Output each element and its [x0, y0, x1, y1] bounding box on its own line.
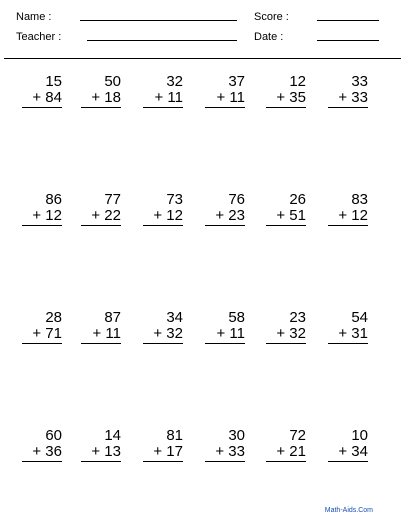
- addend-top: 83: [351, 191, 368, 208]
- addend-bottom: + 71: [22, 326, 62, 344]
- addend-bottom: + 35: [266, 90, 306, 108]
- addition-problem: [81, 74, 121, 108]
- addition-problem: [205, 192, 245, 226]
- addition-problem: [143, 428, 183, 462]
- addend-bottom: + 32: [143, 326, 183, 344]
- brand-footer: Math-Aids.Com: [324, 507, 373, 514]
- addend-bottom: + 18: [81, 90, 121, 108]
- addend-bottom: + 84: [22, 90, 62, 108]
- addend-top: 10: [351, 427, 368, 444]
- score-label: Score :: [254, 11, 289, 23]
- addition-problem: [143, 310, 183, 344]
- addend-top: 14: [104, 427, 121, 444]
- addend-top: 76: [228, 191, 245, 208]
- addend-top: 81: [166, 427, 183, 444]
- addend-bottom: + 11: [143, 90, 183, 108]
- addend-top: 50: [104, 73, 121, 90]
- addition-problem: [205, 428, 245, 462]
- addend-top: 26: [289, 191, 306, 208]
- addend-top: 72: [289, 427, 306, 444]
- addition-problem: [205, 74, 245, 108]
- addition-problem: [328, 310, 368, 344]
- addition-problem: [81, 310, 121, 344]
- addend-top: 60: [45, 427, 62, 444]
- addition-problem: [266, 74, 306, 108]
- date-label: Date :: [254, 31, 284, 43]
- addition-problem: [22, 310, 62, 344]
- addend-bottom: + 12: [143, 208, 183, 226]
- addend-top: 58: [228, 309, 245, 326]
- addend-top: 23: [289, 309, 306, 326]
- addition-problem: [266, 192, 306, 226]
- addition-problem: [328, 192, 368, 226]
- addend-top: 87: [104, 309, 121, 326]
- addition-problem: [22, 192, 62, 226]
- addend-bottom: + 33: [205, 444, 245, 462]
- addend-bottom: + 31: [328, 326, 368, 344]
- addend-bottom: + 11: [205, 90, 245, 108]
- addend-top: 12: [289, 73, 306, 90]
- addition-problem: [266, 310, 306, 344]
- name-label: Name :: [16, 11, 52, 23]
- addend-bottom: + 12: [22, 208, 62, 226]
- addition-problem: [22, 428, 62, 462]
- addend-bottom: + 13: [81, 444, 121, 462]
- addend-top: 32: [166, 73, 183, 90]
- addition-problem: [205, 310, 245, 344]
- addend-top: 86: [45, 191, 62, 208]
- addend-top: 33: [351, 73, 368, 90]
- addend-bottom: + 11: [81, 326, 121, 344]
- addend-top: 15: [45, 73, 62, 90]
- addition-problem: [143, 192, 183, 226]
- addend-bottom: + 22: [81, 208, 121, 226]
- addition-problem: [81, 192, 121, 226]
- addend-bottom: + 51: [266, 208, 306, 226]
- addend-top: 77: [104, 191, 121, 208]
- addend-bottom: + 21: [266, 444, 306, 462]
- addend-bottom: + 12: [328, 208, 368, 226]
- addend-bottom: + 33: [328, 90, 368, 108]
- addend-top: 28: [45, 309, 62, 326]
- addend-bottom: + 23: [205, 208, 245, 226]
- addition-problem: [266, 428, 306, 462]
- addition-problem: [143, 74, 183, 108]
- addend-top: 54: [351, 309, 368, 326]
- addend-bottom: + 34: [328, 444, 368, 462]
- addend-top: 37: [228, 73, 245, 90]
- addend-bottom: + 32: [266, 326, 306, 344]
- addend-bottom: + 36: [22, 444, 62, 462]
- addend-top: 34: [166, 309, 183, 326]
- addend-top: 30: [228, 427, 245, 444]
- addition-problem: [328, 428, 368, 462]
- addend-bottom: + 17: [143, 444, 183, 462]
- teacher-label: Teacher :: [16, 31, 62, 43]
- addend-bottom: + 11: [205, 326, 245, 344]
- addition-problem: [22, 74, 62, 108]
- addition-problem: [81, 428, 121, 462]
- addition-problem: [328, 74, 368, 108]
- addend-top: 73: [166, 191, 183, 208]
